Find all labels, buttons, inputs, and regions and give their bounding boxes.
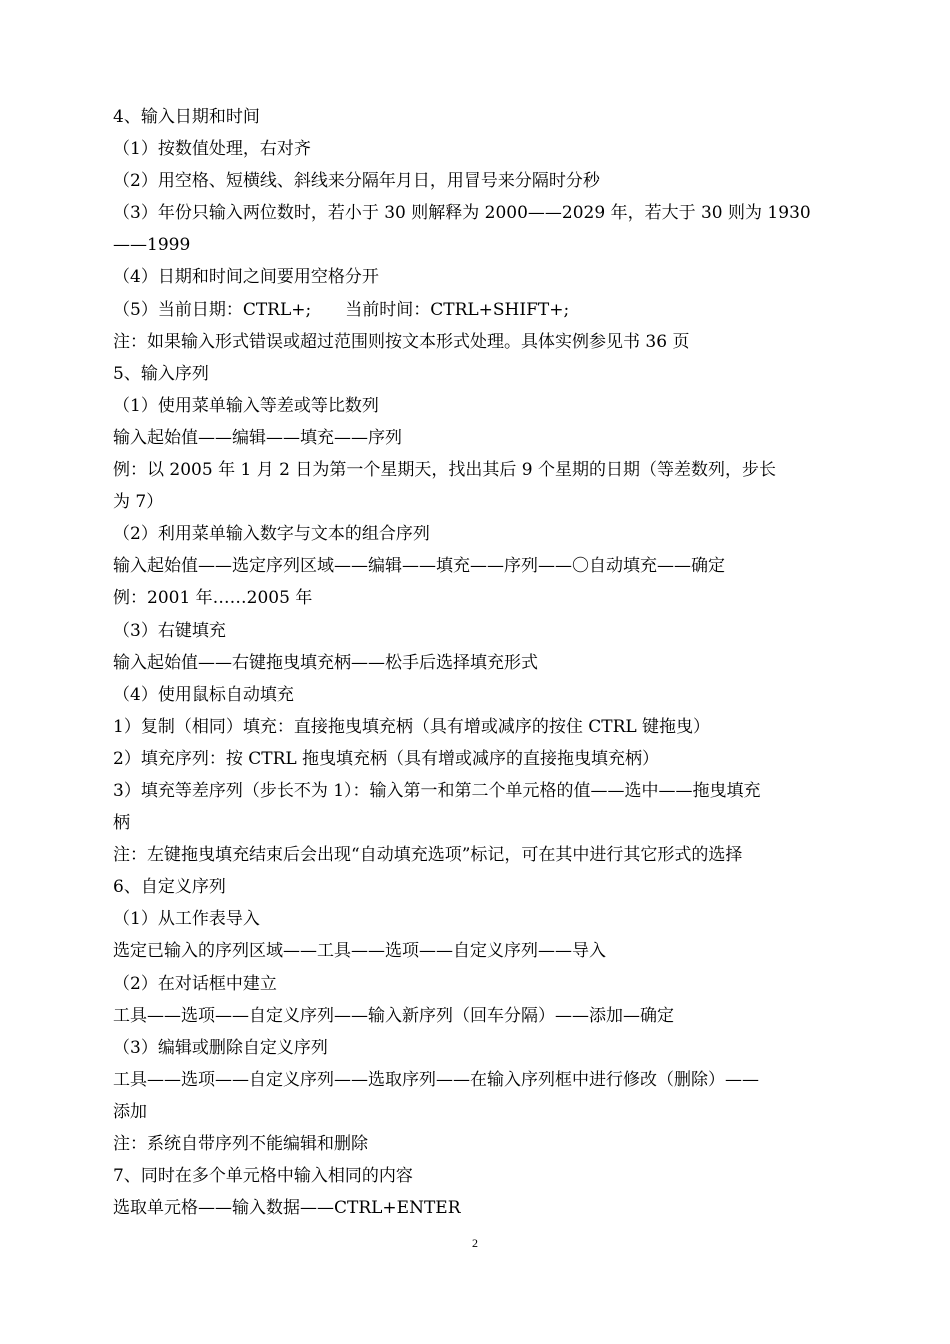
text-line: （2）利用菜单输入数字与文本的组合序列 xyxy=(113,524,430,545)
section-heading-7: 7、同时在多个单元格中输入相同的内容 xyxy=(113,1166,413,1187)
text-line: （5）当前日期：CTRL+; 当前时间：CTRL+SHIFT+; xyxy=(113,299,570,320)
text-line: 添加 xyxy=(113,1101,147,1122)
text-line: 工具——选项——自定义序列——选取序列——在输入序列框中进行修改（删除）—— xyxy=(113,1069,759,1090)
section-heading-6: 6、自定义序列 xyxy=(113,877,226,898)
text-line: （2）用空格、短横线、斜线来分隔年月日，用冒号来分隔时分秒 xyxy=(113,171,600,192)
text-line: 3）填充等差序列（步长不为 1）：输入第一和第二个单元格的值——选中——拖曳填充 xyxy=(113,780,761,801)
text-line: 例：2001 年……2005 年 xyxy=(113,588,313,609)
page-number: 2 xyxy=(472,1236,478,1250)
text-line: （2）在对话框中建立 xyxy=(113,973,277,994)
text-line: 为 7） xyxy=(113,492,164,513)
note-line: 注：左键拖曳填充结束后会出现“自动填充选项”标记，可在其中进行其它形式的选择 xyxy=(113,845,743,866)
text-line: （4）日期和时间之间要用空格分开 xyxy=(113,267,379,288)
section-heading-4: 4、输入日期和时间 xyxy=(113,107,260,127)
text-line: 1）复制（相同）填充：直接拖曳填充柄（具有增或减序的按住 CTRL 键拖曳） xyxy=(113,716,711,737)
text-line: （3）编辑或删除自定义序列 xyxy=(113,1037,328,1058)
text-line: 工具——选项——自定义序列——输入新序列（回车分隔）——添加—确定 xyxy=(113,1005,674,1026)
text-line: 例：以 2005 年 1 月 2 日为第一个星期天，找出其后 9 个星期的日期（等差数列，步长 xyxy=(113,460,776,481)
text-line: 输入起始值——右键拖曳填充柄——松手后选择填充形式 xyxy=(113,652,538,673)
text-line: 柄 xyxy=(113,813,130,834)
note-line: 注：如果输入形式错误或超过范围则按文本形式处理。具体实例参见书 36 页 xyxy=(113,331,690,352)
text-line: （1）使用菜单输入等差或等比数列 xyxy=(113,395,379,416)
text-line: 输入起始值——选定序列区域——编辑——填充——序列——〇自动填充——确定 xyxy=(113,556,725,577)
text-line: （3）右键填充 xyxy=(113,620,226,641)
text-line: （3）年份只输入两位数时，若小于 30 则解释为 2000——2029 年，若大于 30 则为 1930 xyxy=(113,203,811,224)
note-line: 注：系统自带序列不能编辑和删除 xyxy=(113,1134,368,1154)
text-line: （1）从工作表导入 xyxy=(113,909,260,930)
text-line: 选取单元格——输入数据——CTRL+ENTER xyxy=(113,1198,461,1219)
text-line: ——1999 xyxy=(113,235,191,256)
text-line: （1）按数值处理，右对齐 xyxy=(113,139,311,160)
text-line: 选定已输入的序列区域——工具——选项——自定义序列——导入 xyxy=(113,941,606,962)
text-line: （4）使用鼠标自动填充 xyxy=(113,684,294,705)
document-body xyxy=(113,101,843,1224)
section-heading-5: 5、输入序列 xyxy=(113,363,209,384)
text-line: 2）填充序列：按 CTRL 拖曳填充柄（具有增或减序的直接拖曳填充柄） xyxy=(113,748,660,769)
text-line: 输入起始值——编辑——填充——序列 xyxy=(113,427,402,448)
